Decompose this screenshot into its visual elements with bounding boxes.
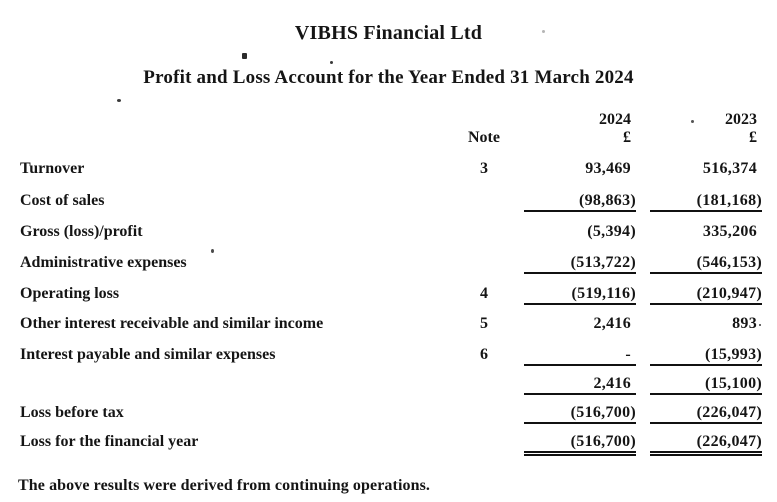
- row-label: Cost of sales: [20, 192, 105, 209]
- column-header-2024: 2024: [599, 111, 631, 128]
- table-row-interest-payable: [0, 344, 777, 366]
- currency-symbol-2023: £: [749, 129, 757, 146]
- note-ref: [460, 252, 508, 274]
- company-name: VIBHS Financial Ltd: [294, 22, 483, 44]
- table-row-turnover: [0, 158, 777, 180]
- value-2023: 335,206: [702, 223, 757, 240]
- value-2024: (513,722): [524, 252, 636, 274]
- value-2024: 93,469: [585, 160, 631, 177]
- table-row-net-interest-subtotal: [0, 373, 777, 395]
- value-2023: (210,947): [650, 283, 762, 305]
- row-label: Administrative expenses: [20, 254, 187, 271]
- value-2024: (5,394): [587, 223, 636, 240]
- column-header-note: Note: [468, 129, 500, 146]
- statement-title: Profit and Loss Account for the Year Ended 31 March 2024: [143, 67, 634, 88]
- note-ref: [460, 431, 508, 453]
- note-ref: [460, 373, 508, 395]
- scan-artifact: [242, 53, 247, 59]
- row-label: Turnover: [20, 160, 85, 177]
- value-2023: 516,374: [702, 160, 757, 177]
- value-2024: (519,116): [524, 283, 636, 305]
- note-ref: 5: [480, 315, 488, 332]
- scan-artifact: [542, 30, 545, 33]
- row-label: Loss for the financial year: [20, 433, 199, 450]
- row-label: Gross (loss)/profit: [20, 223, 143, 240]
- scan-artifact: [759, 324, 761, 326]
- value-2024: 2,416: [524, 373, 636, 395]
- table-row-operating-loss: [0, 283, 777, 305]
- table-row-cost-of-sales: [0, 190, 777, 212]
- column-header-2023: 2023: [725, 111, 757, 128]
- row-label: Interest payable and similar expenses: [20, 346, 276, 363]
- note-ref: 4: [480, 285, 488, 302]
- table-row-loss-before-tax: [0, 402, 777, 424]
- table-row-gross-loss-profit: [0, 221, 777, 243]
- value-2023: (15,993): [650, 344, 762, 366]
- scan-artifact: [691, 120, 694, 123]
- value-2023: (546,153): [650, 252, 762, 274]
- table-row-loss-for-financial-year: [0, 431, 777, 453]
- value-2023: (226,047): [650, 431, 762, 453]
- row-label: Loss before tax: [20, 404, 124, 421]
- scan-artifact: [117, 99, 121, 102]
- table-row-other-interest-income: [0, 313, 777, 335]
- value-2024: 2,416: [593, 315, 631, 332]
- continuing-operations-note: The above results were derived from continuing operations.: [18, 477, 431, 494]
- note-ref: 3: [480, 160, 488, 177]
- value-2023: 893: [732, 315, 757, 332]
- value-2023: (226,047): [650, 402, 762, 424]
- value-2024: -: [524, 344, 636, 366]
- note-ref: [460, 402, 508, 424]
- value-2024: (516,700): [524, 402, 636, 424]
- currency-symbol-2024: £: [623, 129, 631, 146]
- scan-artifact: [330, 61, 333, 64]
- note-ref: 6: [480, 346, 488, 363]
- table-row-administrative-expenses: [0, 252, 777, 274]
- note-ref: [460, 190, 508, 212]
- value-2024: (516,700): [524, 431, 636, 453]
- note-ref: [460, 221, 508, 243]
- value-2024: (98,863): [524, 190, 636, 212]
- value-2023: (181,168): [650, 190, 762, 212]
- row-label: Other interest receivable and similar income: [20, 315, 324, 332]
- scan-artifact: [211, 249, 214, 253]
- row-label: Operating loss: [20, 285, 120, 302]
- value-2023: (15,100): [650, 373, 762, 395]
